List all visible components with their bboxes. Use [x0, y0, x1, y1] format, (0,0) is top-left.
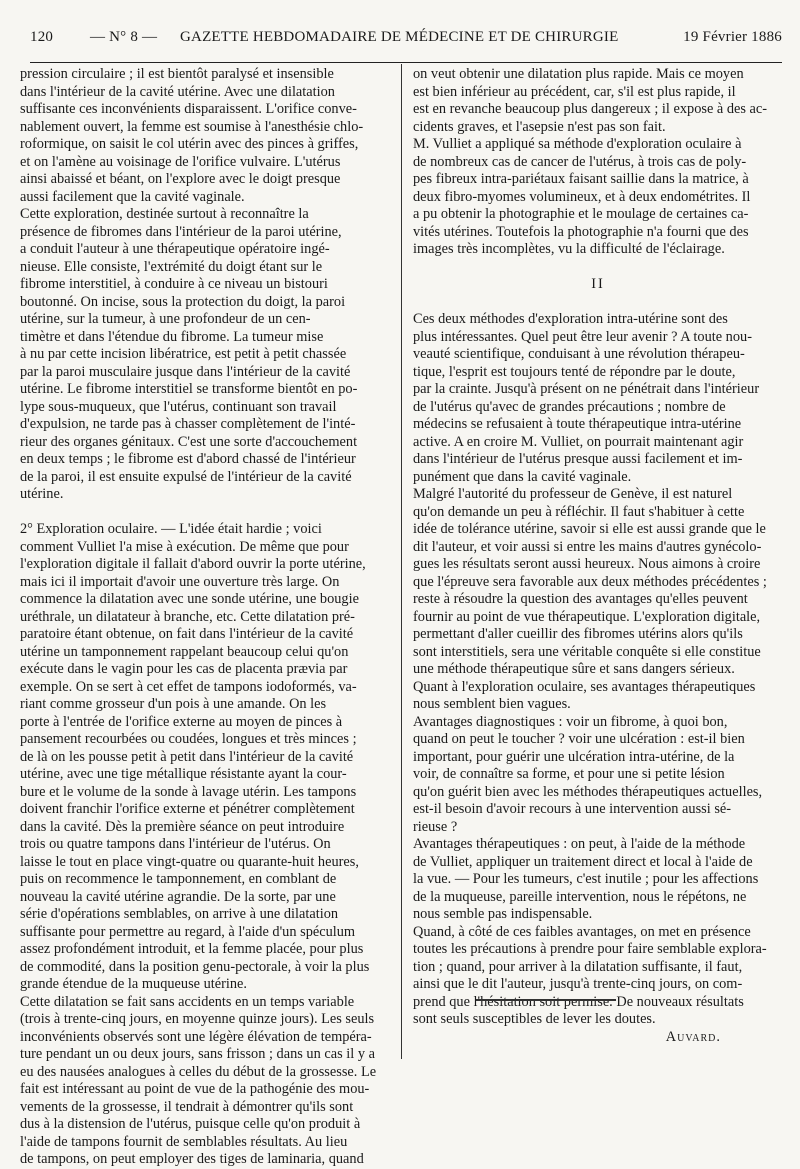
text-line: médecins se refusaient à toute thérapeutique intra-utérine [413, 416, 742, 432]
text-line: grande étendue de la muqueuse utérine. [20, 976, 248, 992]
column-divider [401, 64, 402, 1059]
text-line: suffisante pour permettre au regard, à l'aide d'un spéculum [20, 923, 356, 940]
text-line: utérine, avec une tige métallique résistante ayant la cour- [20, 766, 347, 782]
text-line: nouveau la cavité utérine agrandie. De la sorte, par une [20, 888, 336, 905]
text-line: par la paroi musculaire jusque dans l'intérieur de la cavité [20, 363, 351, 380]
text-line: fait est intéressant au point de vue de la pathogénie des mou- [20, 1081, 370, 1097]
text-line: porte à l'entrée de l'orifice externe au moyen de pinces à [20, 713, 343, 730]
text-line: de la muqueuse, pareille intervention, nous le répétons, ne [413, 888, 747, 905]
text-line: commence la dilatation avec une sonde utérine, une bougie [20, 591, 359, 607]
text-line: vements de la grossesse, il tendrait à démontrer qu'ils sont [20, 1098, 354, 1115]
text-line: deux fibro-myomes volumineux, et à deux endométrites. Il [413, 188, 751, 205]
text-line [413, 259, 783, 277]
text-line [413, 294, 783, 312]
text-line: Ces deux méthodes d'exploration intra-utérine sont des [413, 311, 728, 327]
text-line: bure et le volume de la sonde à lavage utérin. Les tampons [20, 783, 357, 800]
text-line: inconvénients observés sont une légère élévation de tempéra- [20, 1028, 372, 1045]
text-line: série d'opérations semblables, on arrive à une dilatation [20, 906, 339, 922]
text-line: important, pour guérir une ulcération intra-utérine, de la [413, 748, 735, 765]
text-line: à nu par cette incision libératrice, est petit à petit chassée [20, 346, 347, 362]
text-line: par la crainte. Jusqu'à présent on ne pénétrait dans l'intérieur [413, 381, 760, 397]
text-line: et on l'amène au voisinage de l'orifice vulvaire. L'utérus [20, 153, 341, 170]
text-line: assez profondément introduit, et la femme placée, pour plus [20, 941, 364, 957]
text-line: une méthode thérapeutique sûre et sans dangers sérieux. [413, 661, 735, 677]
page-number: 120 [30, 29, 54, 45]
text-line: est en revanche beaucoup plus dangereux ; il expose à des ac- [413, 101, 768, 117]
right-column [413, 66, 783, 1046]
text-line: exécute dans le vagin pour les cas de placenta prævia par [20, 661, 348, 677]
text-line: toutes les précautions à prendre pour faire semblable explora- [413, 941, 767, 957]
author-signature: Auvard. [665, 1028, 721, 1045]
text-line: images très incomplètes, vu la difficulté de l'éclairage. [413, 241, 725, 257]
text-line: mais ici il importait d'avoir une ouverture très large. On [20, 573, 340, 590]
text-line: aussi facilement que la cavité vaginale. [20, 188, 245, 205]
text-line: active. A en croire M. Vulliet, on pourrait maintenant agir [413, 433, 744, 450]
running-header [30, 29, 782, 53]
text-line: pes fibreux intra-pariétaux faisant saillie dans la matrice, à [413, 171, 749, 187]
text-line: en deux temps ; le fibrome est d'abord chassé de l'intérieur [20, 451, 356, 467]
text-line: rieuse ? [413, 818, 458, 835]
text-line: quand on peut le toucher ? voir une ulcération : est-il bien [413, 731, 745, 747]
text-line: fournir au point de vue thérapeutique. L'exploration digitale, [413, 608, 761, 625]
text-line: cidents graves, et l'asepsie n'est pas son fait. [413, 118, 666, 135]
text-line: présence de fibromes dans l'intérieur de la paroi utérine, [20, 223, 342, 240]
text-line: tion ; quand, pour arriver à la dilatation suffisante, il faut, [413, 958, 743, 975]
text-line: utérine. [20, 486, 64, 502]
journal-title: GAZETTE HEBDOMADAIRE DE MÉDECINE ET DE CHIRURGIE [180, 29, 619, 45]
text-line: vités utérines. Toutefois la photographie n'a fourni que des [413, 223, 749, 240]
text-line: nieuse. Elle consiste, l'extrémité du doigt étant sur le [20, 258, 323, 275]
text-line: pression circulaire ; il est bientôt paralysé et insensible [20, 66, 334, 82]
text-line: a conduit l'auteur à une thérapeutique opératoire ingé- [20, 241, 330, 257]
text-line: voir, de connaître sa forme, et pour une si petite lésion [413, 766, 725, 782]
text-line: Avantages diagnostiques : voir un fibrome, à quoi bon, [413, 713, 728, 730]
text-line: que l'épreuve sera favorable aux deux méthodes précédentes ; [413, 573, 767, 590]
section-number: II [591, 276, 605, 292]
text-line: nous semblent bien vagues. [413, 696, 571, 712]
text-line: de tampons, on peut employer des tiges de laminaria, quand [20, 1151, 364, 1167]
text-line: utérine. Le fibrome interstitiel se transforme bientôt en po- [20, 381, 358, 397]
text-line: Cette dilatation se fait sans accidents en un temps variable [20, 993, 355, 1010]
text-line: exemple. On se sert à cet effet de tampons iodoformés, va- [20, 678, 357, 695]
text-line: pansement recourbées ou coudées, longues et très minces ; [20, 731, 357, 747]
text-line: 2° Exploration oculaire. — L'idée était hardie ; voici [20, 521, 322, 537]
text-line: qu'on demande un peu à réfléchir. Il faut s'habituer à cette [413, 503, 745, 520]
text-line: permettant d'aller cueillir des fibromes utérins alors qu'ils [413, 626, 743, 642]
text-line: l'aide de tampons fournit de semblables résultats. Au lieu [20, 1133, 348, 1150]
text-line: de nombreux cas de cancer de l'utérus, à trois cas de poly- [413, 153, 747, 170]
text-line: nous semble pas indispensable. [413, 906, 593, 922]
text-line: rieur des organes génitaux. C'est une sorte d'accouchement [20, 433, 358, 450]
issue-date: 19 Février 1886 [683, 29, 782, 45]
text-line: est-il besoin d'avoir recours à une intervention aussi sé- [413, 801, 732, 817]
text-line: Cette exploration, destinée surtout à reconnaître la [20, 206, 309, 222]
text-line: Malgré l'autorité du professeur de Genève, il est naturel [413, 486, 733, 502]
text-line: punément que dans la cavité vaginale. [413, 468, 632, 485]
text-line: l'exploration digitale il fallait d'abord ouvrir la porte utérine, [20, 556, 366, 572]
text-line: prend que l'hésitation soit permise. De nouveaux résultats [413, 993, 744, 1010]
header-rule [30, 62, 782, 63]
text-line: plus intéressantes. Quel peut être leur avenir ? A toute nou- [413, 328, 752, 345]
text-line: dans l'intérieur de la cavité utérine. Avec une dilatation [20, 83, 335, 100]
text-line: tique, l'esprit est toujours tenté de répondre par le doute, [413, 363, 736, 380]
text-line: comment Vulliet l'a mise à exécution. De même que pour [20, 538, 349, 555]
text-line: roformique, on saisit le col utérin avec des pinces à griffes, [20, 136, 359, 152]
text-line: paratoire étant obtenue, on fait dans l'intérieur de la cavité [20, 626, 354, 642]
text-line: ture pendant un ou deux jours, sans frisson ; dans un cas il y a [20, 1046, 375, 1062]
text-line: timètre et dans l'étendue du fibrome. La tumeur mise [20, 328, 324, 345]
text-line: dans la cavité. Dès la première séance on peut introduire [20, 818, 345, 835]
issue-number: — N° 8 — [90, 29, 158, 45]
text-line: laisse le tout en place vingt-quatre ou quarante-huit heures, [20, 853, 359, 870]
text-line: de là on les pousse petit à petit dans l'intérieur de la cavité [20, 748, 354, 765]
text-line: nablement ouvert, la femme est soumise à l'anesthésie chlo- [20, 118, 364, 135]
text-line: ainsi abaissé et béant, on l'explore avec le doigt presque [20, 171, 341, 187]
text-line: veauté scientifique, conduisant à une révolution thérapeu- [413, 346, 745, 362]
text-line: d'expulsion, ne tarde pas à chasser complètement de l'inté- [20, 416, 356, 432]
text-line: a pu obtenir la photographie et le moulage de certaines ca- [413, 206, 749, 222]
text-line: puis on recommence le tamponnement, en comblant de [20, 871, 337, 887]
left-column [20, 66, 390, 1169]
text-line: utérine, sur la tumeur, à une profondeur de un cen- [20, 311, 311, 327]
text-line: qu'on guérit bien avec les méthodes thérapeutiques actuelles, [413, 783, 763, 800]
text-line: la vue. — Pour les tumeurs, c'est inutile ; pour les affections [413, 871, 759, 887]
text-line: boutonné. On incise, sous la protection du doigt, la paroi [20, 293, 346, 310]
text-line: uréthrale, un dilatateur à branche, etc. Cette dilatation pré- [20, 608, 355, 625]
end-rule [476, 999, 616, 1001]
text-line: de commodité, dans la position genu-pectorale, à voir la plus [20, 958, 370, 975]
text-line: ainsi que le dit l'auteur, jusqu'à trente-cinq jours, on com- [413, 976, 743, 992]
text-line: gues les résultats seront aussi heureux. Nous aimons à croire [413, 556, 761, 572]
text-line: fibrome interstitiel, à conduire à ce niveau un bistouri [20, 276, 328, 292]
text-line: (trois à trente-cinq jours, en moyenne quinze jours). Les seuls [20, 1011, 375, 1027]
text-line: suffisante ces inconvénients disparaissent. L'orifice conve- [20, 101, 357, 117]
text-line [20, 504, 390, 522]
text-line: idée de tolérance utérine, savoir si elle est aussi grande que le [413, 521, 766, 537]
text-line: lype sous-muqueux, que l'utérus, continuant son travail [20, 398, 337, 415]
text-line: est bien inférieur au précédent, car, s'il est plus rapide, il [413, 83, 736, 100]
text-line: Avantages thérapeutiques : on peut, à l'aide de la méthode [413, 836, 746, 852]
text-line: doivent franchir l'orifice externe et pénétrer complètement [20, 801, 355, 817]
text-line: dit l'auteur, et voir aussi si entre les mains d'autres gynécolo- [413, 538, 762, 555]
text-line: Quant à l'exploration oculaire, ses avantages thérapeutiques [413, 678, 756, 695]
text-line: sont seuls susceptibles de lever les doutes. [413, 1011, 656, 1027]
text-line: trois ou quatre tampons dans l'intérieur de l'utérus. On [20, 836, 331, 852]
text-line: de l'utérus qu'avec de grandes précautions ; nombre de [413, 398, 726, 415]
text-line: Quand, à côté de ces faibles avantages, on met en présence [413, 923, 751, 940]
text-line: de Vulliet, appliquer un traitement direct et local à l'aide de [413, 853, 753, 870]
text-line: sont interstitiels, sera une véritable conquête si elle constitue [413, 643, 761, 660]
text-line: M. Vulliet a appliqué sa méthode d'exploration oculaire à [413, 136, 742, 152]
text-line: utérine un tamponnement rappelant beaucoup celui qu'on [20, 643, 349, 660]
text-line: dans l'intérieur de l'utérus presque aussi facilement et im- [413, 451, 743, 467]
text-line: eu des nausées analogues à celles du début de la grossesse. Le [20, 1063, 377, 1080]
text-line: dus à la distension de l'utérus, puisque celle qu'on produit à [20, 1116, 361, 1132]
text-line: reste à résoudre la question des avantages qu'elles peuvent [413, 591, 748, 607]
text-line: de la paroi, il est ensuite expulsé de l'intérieur de la cavité [20, 468, 352, 485]
text-line: on veut obtenir une dilatation plus rapide. Mais ce moyen [413, 66, 744, 82]
text-line: riant comme grosseur d'un pois à une amande. On les [20, 696, 327, 712]
